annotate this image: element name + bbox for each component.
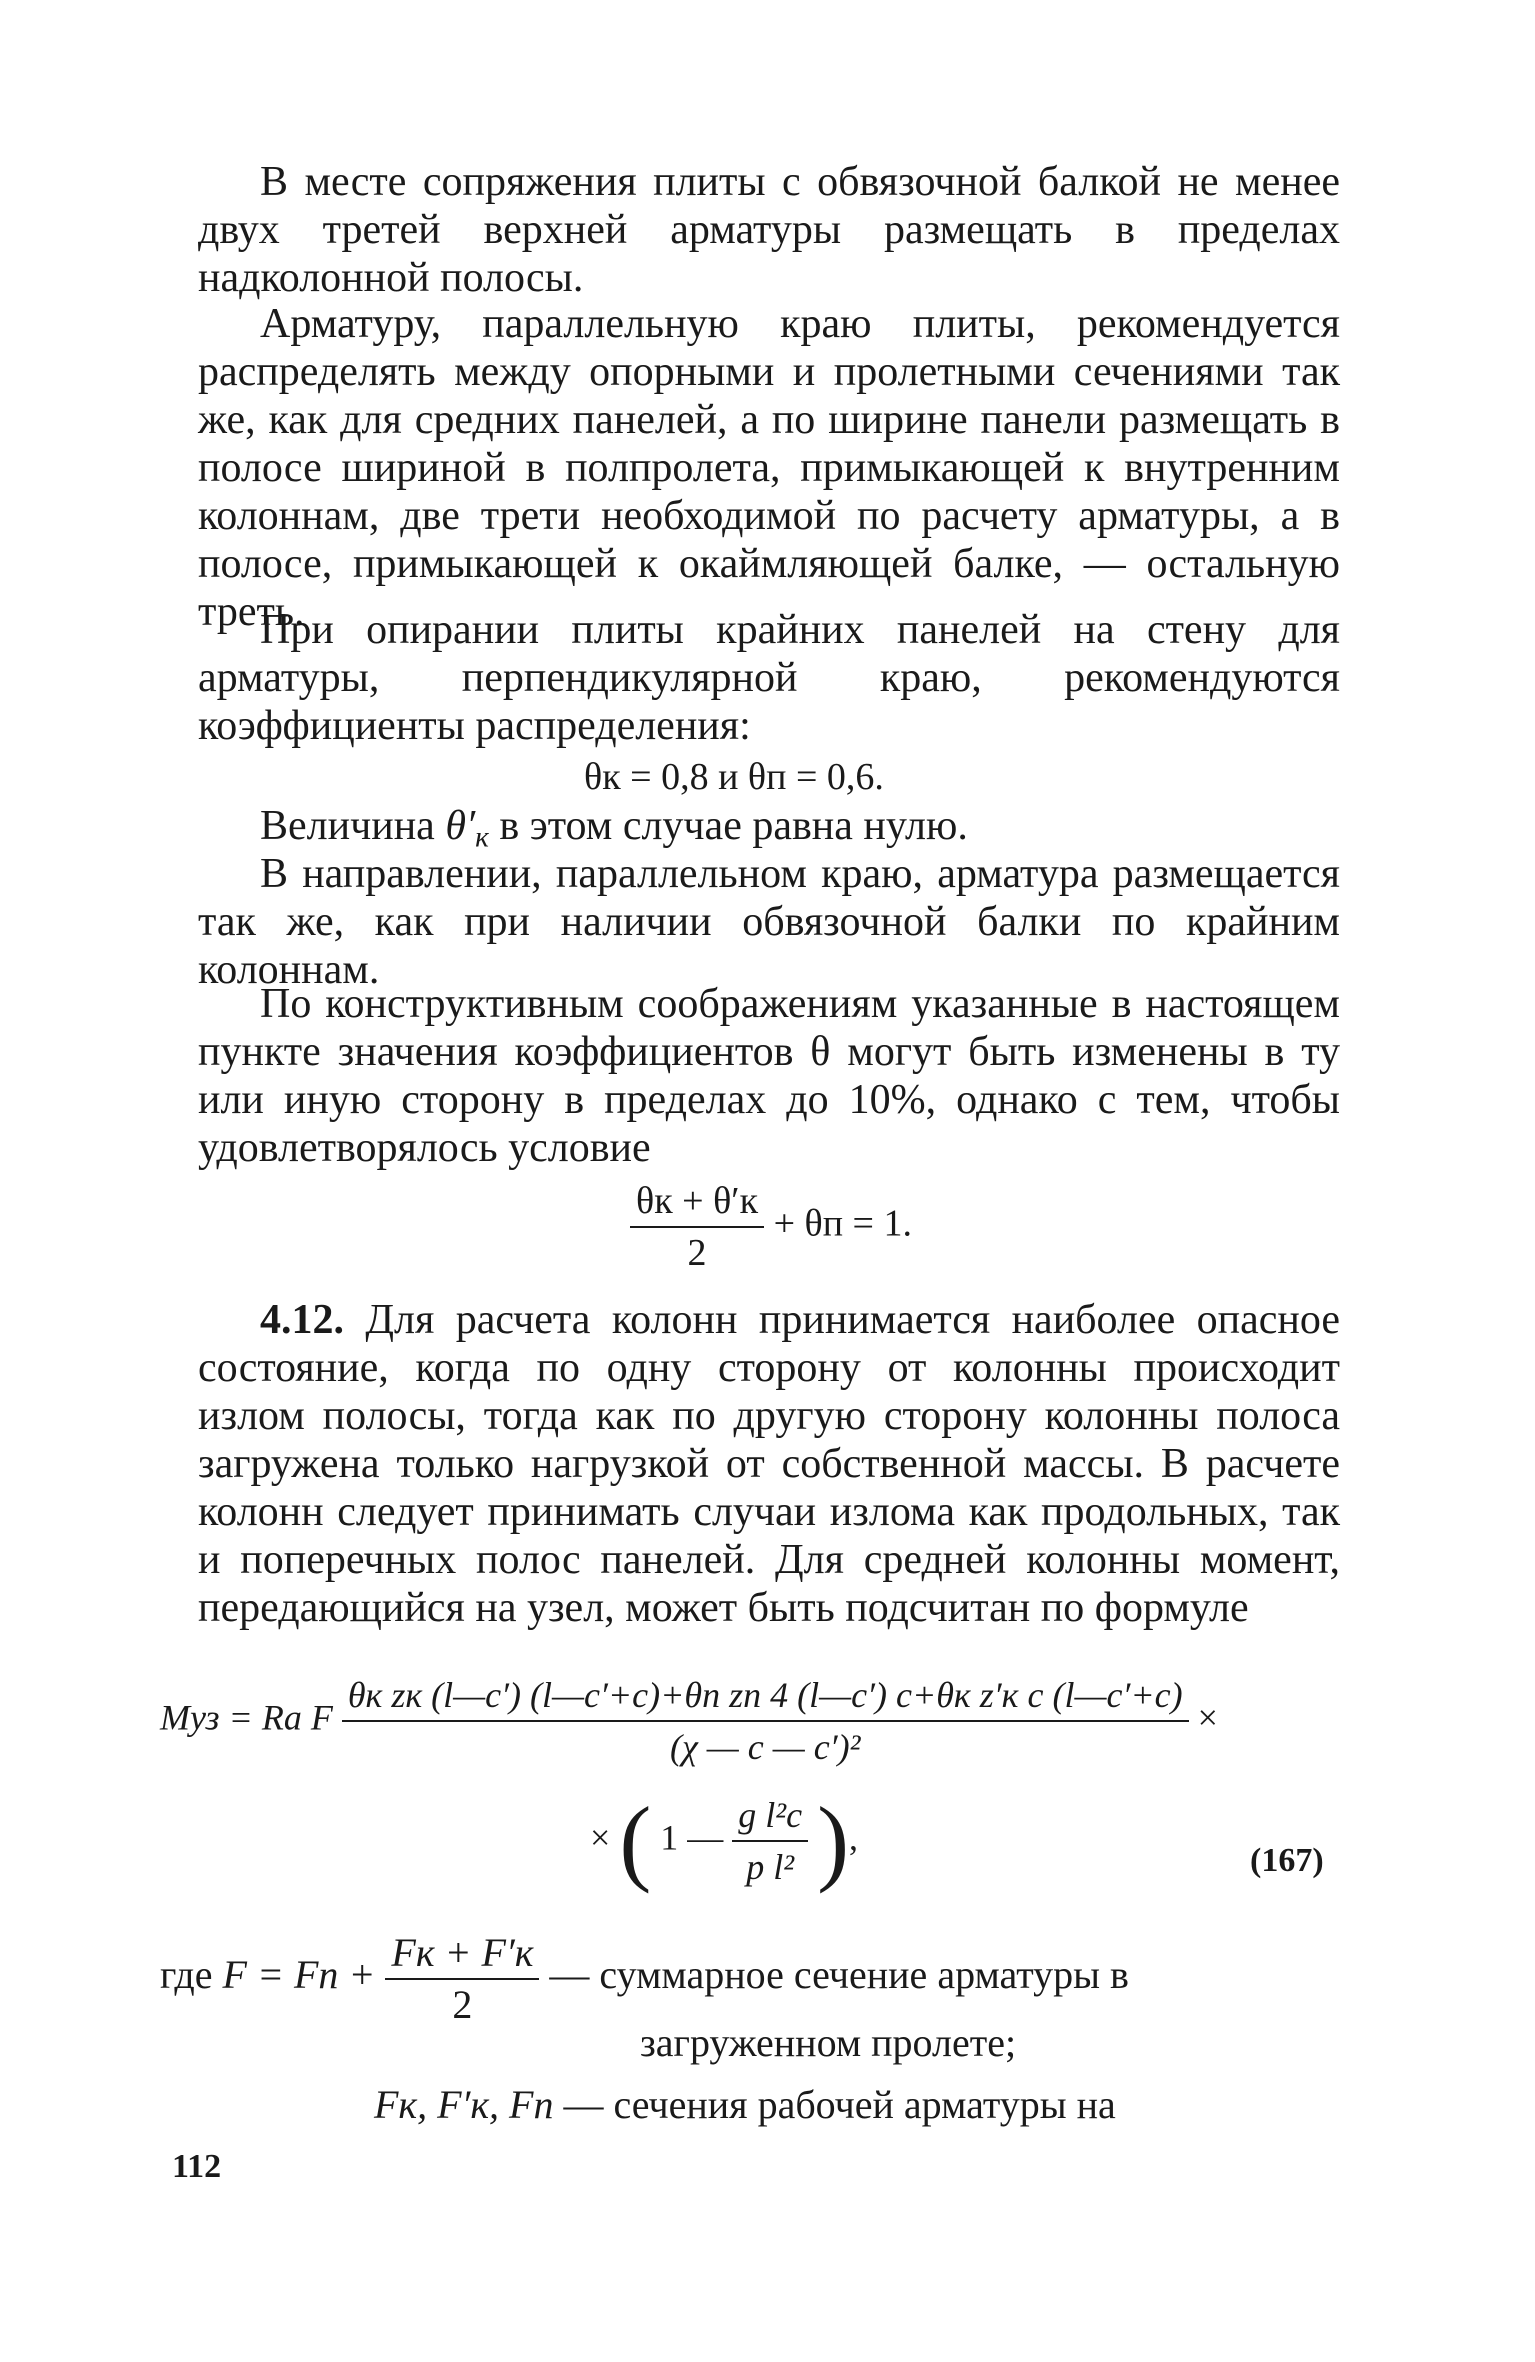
F-numerator: Fк + F′к xyxy=(385,1930,539,1980)
paragraph-3: При опирании плиты крайних панелей на стену для арматуры, перпендикулярной краю, рекомендуются коэффициенты распределения: xyxy=(198,607,1340,749)
condition-rest: + θп = 1. xyxy=(773,1202,912,1245)
gl-numerator: g l²c xyxy=(732,1792,808,1842)
equation-167-numerator: θк zк (l—c′) (l—c′+c)+θп zп 4 (l—c′) c+θк z′к c (l—c′+c) xyxy=(342,1672,1189,1722)
equation-theta-values: θк = 0,8 и θп = 0,6. xyxy=(584,756,884,798)
equation-number-167: (167) xyxy=(1250,1842,1324,1879)
equation-167-times: × xyxy=(1197,1697,1218,1738)
paragraph-5: В направлении, параллельном краю, арматура размещается так же, как при наличии обвязочной балки по крайним колоннам. xyxy=(198,851,1340,993)
gl-denominator: p l² xyxy=(746,1847,795,1887)
section-number: 4.12. xyxy=(260,1297,344,1343)
page-number: 112 xyxy=(172,2148,222,2185)
times-sign: × xyxy=(590,1817,611,1858)
right-paren: ) xyxy=(817,1787,850,1894)
paren-one: 1 — xyxy=(660,1817,724,1858)
left-paren: ( xyxy=(619,1787,652,1894)
F-denominator: 2 xyxy=(452,1982,473,2027)
condition-denominator: 2 xyxy=(687,1232,707,1274)
paragraph-1: В месте сопряжения плиты с обвязочной балкой не менее двух третей верхней арматуры размещать в пределах надколонной полосы. xyxy=(198,159,1340,301)
paragraph-7 xyxy=(198,1296,1340,1632)
paragraph-2: Арматуру, параллельную краю плиты, рекомендуется распределять между опорными и пролетными сечениями так же, как для средних панелей, а по ширине панели размещать в полосе шириной в полпролета, примыкающей к внутренним колоннам, две трети необходимой по расчету арматуры, а в полосе, примыкающей к окаймляющей балке, — остальную треть. xyxy=(198,301,1340,635)
Fk-symbols: Fк, F′к, Fп xyxy=(374,2082,554,2127)
paragraph-4-start: Величина xyxy=(260,803,435,849)
equation-167-line2: × ( 1 — $\frac{\text{g l²c}}{\text{p l²}}$ ), xyxy=(590,1787,859,1894)
paragraph-7-text: Для расчета колонн принимается наиболее опасное состояние, когда по одну сторону от колонны происходит излом полосы, тогда как по другую сторону колонны полоса загружена только нагрузкой от собственной массы. В расчете колонн следует принимать случаи излома как продольных, так и поперечных полос панелей. Для средней колонны момент, передающийся на узел, может быть подсчитан по формуле xyxy=(198,1297,1341,1631)
paragraph-4-end: в этом случае равна нулю. xyxy=(499,803,968,849)
equation-167-lhs: Mуз = Ra F xyxy=(160,1697,333,1738)
F-text: — суммарное сечение арматуры в xyxy=(549,1952,1129,1998)
condition-fraction xyxy=(630,1178,764,1276)
equation-167-line1 xyxy=(160,1672,1218,1770)
definition-Fk xyxy=(374,2082,1116,2128)
definition-F xyxy=(160,1930,1129,2028)
paragraph-6: По конструктивным соображениям указанные в настоящем пункте значения коэффициентов θ могут быть изменены в ту или иную сторону в пределах до 10%, однако с тем, чтобы удовлетворялось условие xyxy=(198,981,1340,1171)
equation-167-fraction xyxy=(342,1672,1189,1770)
F-def: F = Fп + xyxy=(222,1952,376,1998)
condition-numerator: θк + θ′к xyxy=(630,1178,764,1228)
F-fraction xyxy=(385,1930,539,2028)
theta-k-prime-symbol: $\theta'_к$ xyxy=(445,803,489,854)
equation-167-denominator: (χ — c — c′)² xyxy=(669,1727,861,1767)
definition-F-cont: загруженном пролете; xyxy=(640,2020,1017,2065)
equation-condition xyxy=(630,1178,912,1276)
where-word: где xyxy=(160,1952,213,1998)
Fk-text: — сечения рабочей арматуры на xyxy=(563,2082,1116,2127)
gl-fraction xyxy=(732,1792,808,1890)
